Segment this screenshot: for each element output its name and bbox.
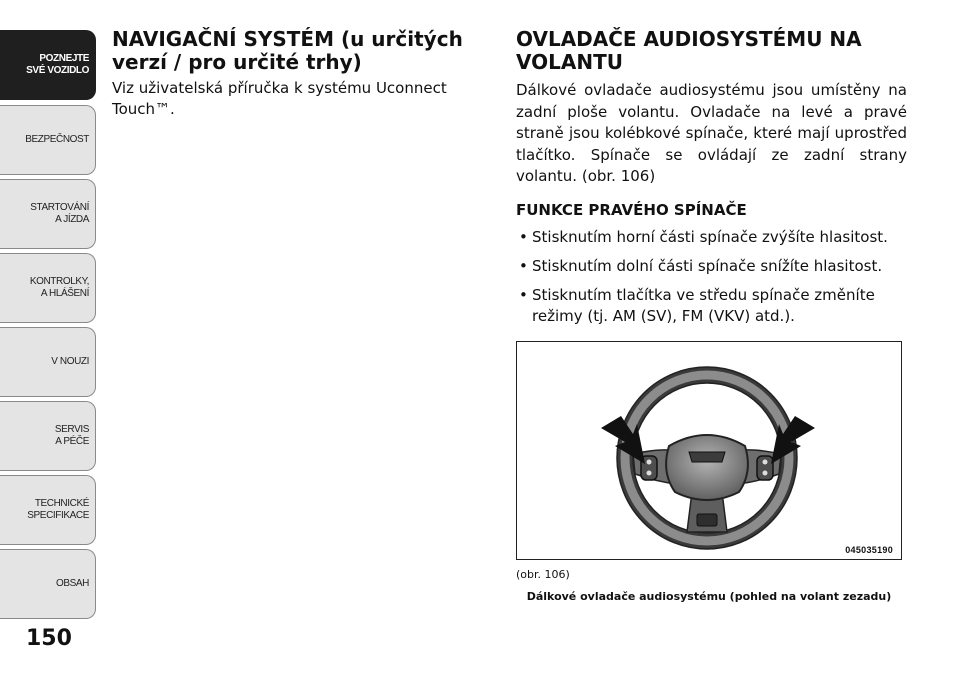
tab-v-nouzi[interactable]: V NOUZI xyxy=(0,327,96,397)
tab-poznejte-sve-vozidlo[interactable]: POZNEJTE SVÉ VOZIDLO xyxy=(0,30,96,100)
tab-obsah[interactable]: OBSAH xyxy=(0,549,96,619)
airbag-hub xyxy=(666,435,748,500)
figure-caption: Dálkové ovladače audiosystému (pohled na volant zezadu) xyxy=(526,590,892,603)
tab-bezpecnost[interactable]: BEZPEČNOST xyxy=(0,105,96,175)
navigation-section-title: NAVIGAČNÍ SYSTÉM (u určitých verzí / pro určité trhy) xyxy=(112,27,463,74)
right-switch-subheading: FUNKCE PRAVÉHO SPÍNAČE xyxy=(516,200,747,219)
navigation-section-text: Viz uživatelská příručka k systému Uconnect Touch™. xyxy=(112,79,447,118)
list-item: • Stisknutím dolní části spínače snížíte hlasitost. xyxy=(516,256,907,277)
left-column xyxy=(112,28,497,120)
tab-technicke-specifikace[interactable]: TECHNICKÉ SPECIFIKACE xyxy=(0,475,96,545)
steering-wheel-illustration xyxy=(517,342,902,560)
tab-startovani-a-jizda[interactable]: STARTOVÁNÍ A JÍZDA xyxy=(0,179,96,249)
audio-controls-title: OVLADAČE AUDIOSYSTÉMU NA VOLANTU xyxy=(516,27,862,74)
tab-servis-a-pece[interactable]: SERVIS A PÉČE xyxy=(0,401,96,471)
figure-number: (obr. 106) xyxy=(516,568,570,581)
page-number: 150 xyxy=(26,626,72,651)
figure-code: 045035190 xyxy=(845,545,893,555)
right-column xyxy=(516,28,907,335)
right-switch-list xyxy=(516,227,907,327)
chapter-tabs xyxy=(0,0,96,630)
list-item: • Stisknutím tlačítka ve středu spínače změníte režimy (tj. AM (SV), FM (VKV) atd.). xyxy=(516,285,907,327)
list-item: • Stisknutím horní části spínače zvýšíte hlasitost. xyxy=(516,227,907,248)
audio-controls-paragraph: Dálkové ovladače audiosystému jsou umístěny na zadní ploše volantu. Ovladače na levé a pravé straně jsou kolébkové spínače, které mají uprostřed tlačítko. Spínače se ovládají ze zadní strany volantu. (obr. 106) xyxy=(516,81,907,185)
tab-kontrolky-a-hlaseni[interactable]: KONTROLKY, A HLÁŠENÍ xyxy=(0,253,96,323)
steering-wheel-figure xyxy=(516,341,902,560)
